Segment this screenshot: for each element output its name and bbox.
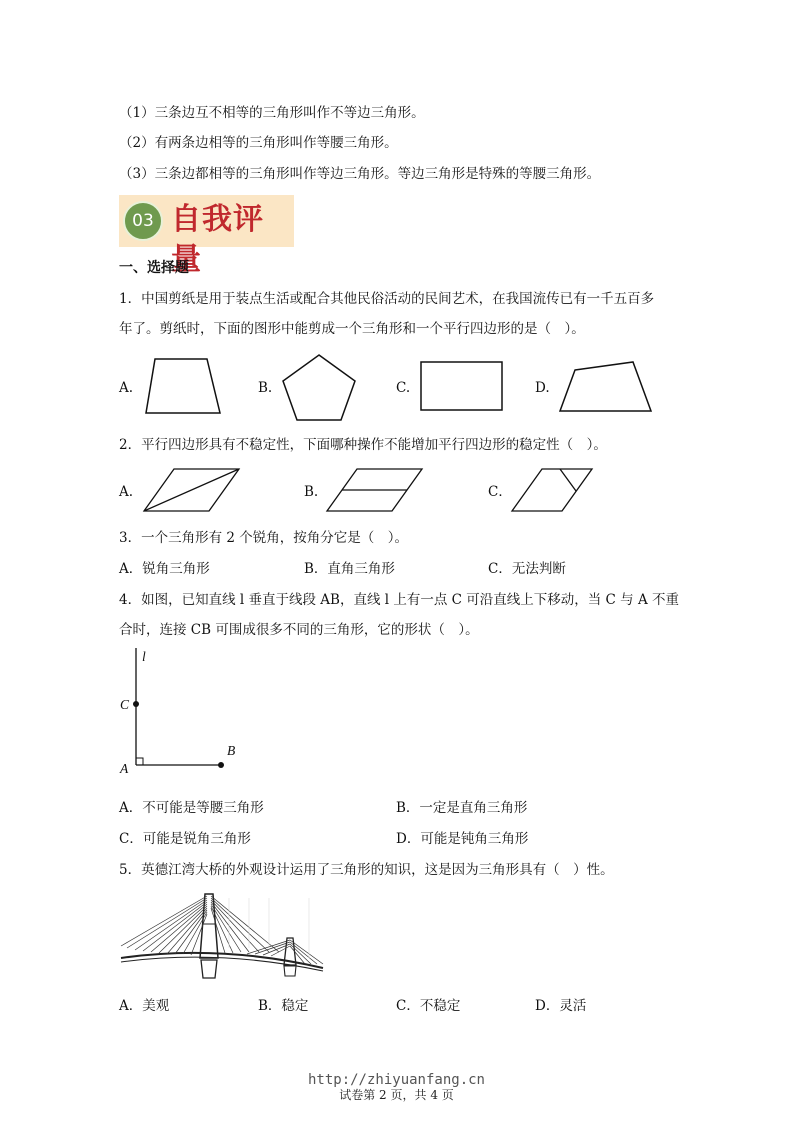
section-banner-title: 自我评量 [171, 202, 264, 277]
q1-option-d-label: D. [535, 380, 550, 396]
q1-option-a-label: A. [119, 380, 134, 396]
q4-option-c: C．可能是锐角三角形 [119, 831, 251, 847]
q4-text-line2: 合时，连接 CB 可围成很多不同的三角形，它的形状（ ）。 [119, 622, 479, 638]
section-number-badge: 03 [123, 201, 163, 241]
q3-option-b: B．直角三角形 [304, 561, 395, 577]
definition-1: （1）三条边互不相等的三角形叫作不等边三角形。 [119, 105, 425, 121]
q1-trapezoid-figure [140, 355, 230, 417]
q2-text: 2．平行四边形具有不稳定性，下面哪种操作不能增加平行四边形的稳定性（ ）。 [119, 437, 607, 453]
q4-label-c: C [120, 697, 130, 712]
q1-pentagon-figure [278, 352, 360, 424]
q4-option-b: B．一定是直角三角形 [396, 800, 528, 816]
q4-text-line1: 4．如图，已知直线 l 垂直于线段 AB，直线 l 上有一点 C 可沿直线上下移动，当 C 与 A 不重 [119, 592, 680, 608]
q5-option-a: A．美观 [119, 998, 170, 1014]
q2-option-c-label: C． [488, 484, 512, 500]
q2-parallelogram-corner-figure [510, 464, 598, 516]
q4-label-a: A [120, 761, 129, 776]
section-title: 一、选择题 [119, 260, 189, 276]
page-number: 试卷第 2 页，共 4 页 [339, 1088, 454, 1102]
q3-option-a: A．锐角三角形 [119, 561, 210, 577]
q1-rectangle-figure [416, 357, 508, 415]
q5-option-d: D．灵活 [535, 998, 587, 1014]
definition-3: （3）三条边都相等的三角形叫作等边三角形。等边三角形是特殊的等腰三角形。 [119, 166, 601, 182]
q3-option-c: C．无法判断 [488, 561, 566, 577]
q1-text-line2: 年了。剪纸时，下面的图形中能剪成一个三角形和一个平行四边形的是（ ）。 [119, 321, 585, 337]
q1-option-b-label: B. [258, 380, 273, 396]
q4-label-b: B [227, 743, 236, 758]
q1-text-line1: 1．中国剪纸是用于装点生活或配合其他民俗活动的民间艺术，在我国流传已有一千五百多 [119, 291, 655, 307]
q2-option-b-label: B. [304, 484, 319, 500]
q1-option-c-label: C. [396, 380, 411, 396]
q2-parallelogram-diagonal-figure [140, 464, 244, 516]
q5-option-c: C．不稳定 [396, 998, 461, 1014]
definition-2: （2）有两条边相等的三角形叫作等腰三角形。 [119, 135, 398, 151]
q4-option-d: D．可能是钝角三角形 [396, 831, 529, 847]
watermark-url: http://zhiyuanfang.cn [307, 1072, 485, 1088]
q5-bridge-figure [119, 888, 325, 984]
q4-line-segment-figure [115, 645, 245, 780]
q2-option-a-label: A. [119, 484, 134, 500]
q4-option-a: A．不可能是等腰三角形 [119, 800, 264, 816]
q5-option-b: B．稳定 [258, 998, 309, 1014]
q3-text: 3．一个三角形有 2 个锐角，按角分它是（ ）。 [119, 530, 409, 546]
q4-label-l: l [142, 649, 146, 664]
q2-parallelogram-horizontal-figure [323, 464, 427, 516]
q5-text: 5．英德江湾大桥的外观设计运用了三角形的知识，这是因为三角形具有（ ）性。 [119, 862, 614, 878]
q1-quadrilateral-figure [555, 358, 657, 416]
